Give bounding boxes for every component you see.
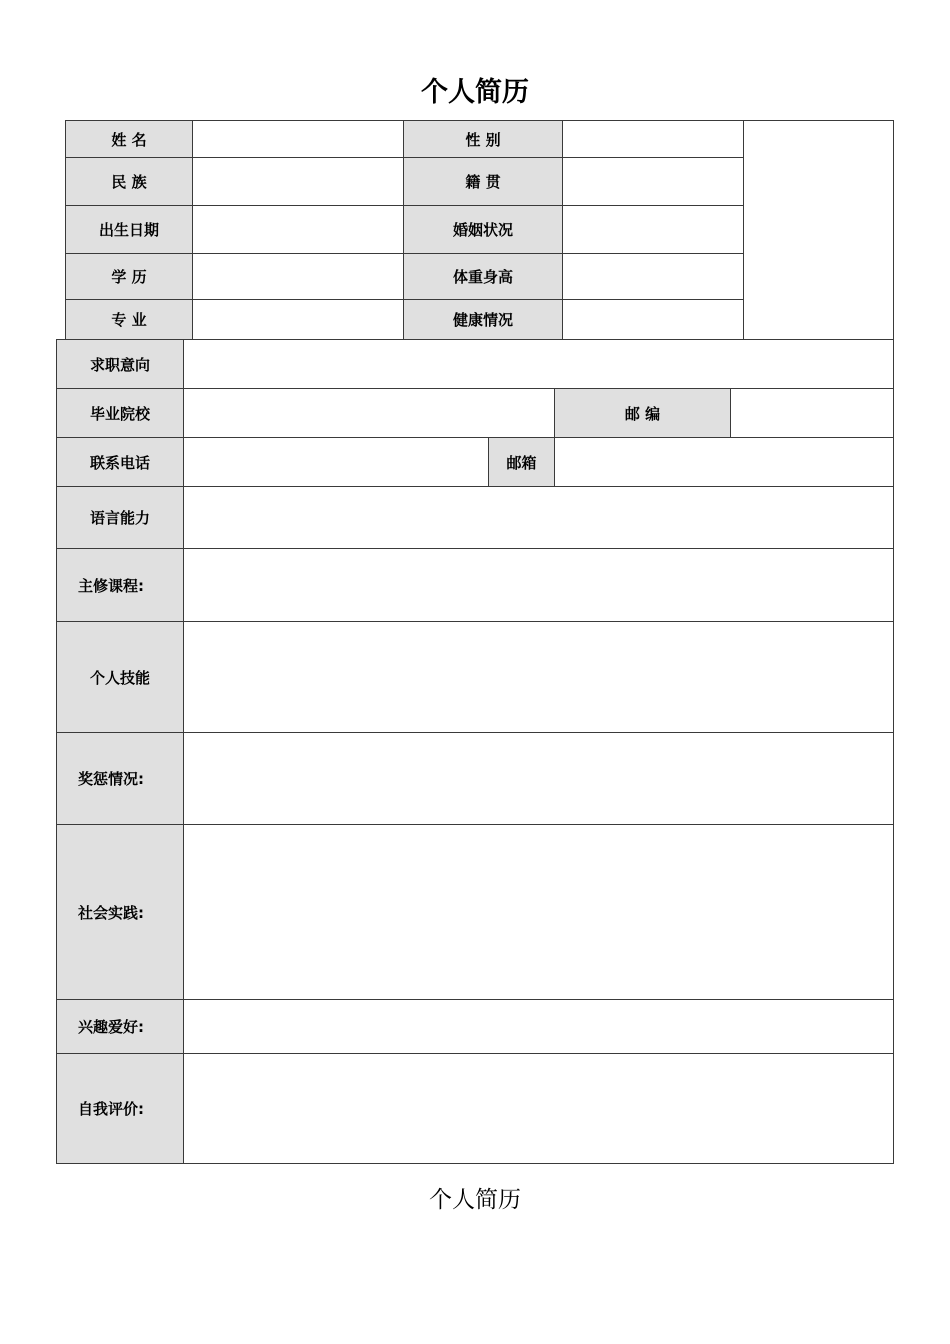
phone-field[interactable] (183, 437, 489, 487)
height-weight-field[interactable] (562, 253, 744, 300)
photo-box[interactable] (743, 120, 894, 340)
self-eval-field[interactable] (183, 1053, 894, 1164)
label-email: 邮箱 (488, 437, 555, 487)
label-gender: 性 别 (403, 120, 563, 158)
major-field[interactable] (192, 299, 404, 340)
label-health: 健康情况 (403, 299, 563, 340)
footer-title: 个人简历 (429, 1187, 521, 1213)
label-postcode: 邮 编 (554, 388, 731, 438)
skills-field[interactable] (183, 621, 894, 733)
postcode-field[interactable] (730, 388, 894, 438)
awards-field[interactable] (183, 732, 894, 825)
label-self-eval: 自我评价: (56, 1053, 184, 1164)
gender-field[interactable] (562, 120, 744, 158)
label-graduated-school: 毕业院校 (56, 388, 184, 438)
ethnicity-field[interactable] (192, 157, 404, 206)
label-hobbies: 兴趣爱好: (56, 999, 184, 1054)
label-courses: 主修课程: (56, 548, 184, 622)
birth-date-field[interactable] (192, 205, 404, 254)
language-field[interactable] (183, 486, 894, 549)
label-height-weight: 体重身高 (403, 253, 563, 300)
label-phone: 联系电话 (56, 437, 184, 487)
job-intention-field[interactable] (183, 339, 894, 389)
native-place-field[interactable] (562, 157, 744, 206)
label-ethnicity: 民 族 (65, 157, 193, 206)
label-major: 专 业 (65, 299, 193, 340)
education-field[interactable] (192, 253, 404, 300)
label-skills: 个人技能 (56, 621, 184, 733)
label-practice: 社会实践: (56, 824, 184, 1000)
label-birth-date: 出生日期 (65, 205, 193, 254)
email-field[interactable] (554, 437, 894, 487)
name-field[interactable] (192, 120, 404, 158)
label-awards: 奖惩情况: (56, 732, 184, 825)
label-native-place: 籍 贯 (403, 157, 563, 206)
page-title: 个人简历 (421, 77, 529, 108)
label-job-intention: 求职意向 (56, 339, 184, 389)
courses-field[interactable] (183, 548, 894, 622)
label-education: 学 历 (65, 253, 193, 300)
hobbies-field[interactable] (183, 999, 894, 1054)
label-language: 语言能力 (56, 486, 184, 549)
graduated-school-field[interactable] (183, 388, 555, 438)
label-name: 姓 名 (65, 120, 193, 158)
health-field[interactable] (562, 299, 744, 340)
label-marital-status: 婚姻状况 (403, 205, 563, 254)
practice-field[interactable] (183, 824, 894, 1000)
marital-status-field[interactable] (562, 205, 744, 254)
